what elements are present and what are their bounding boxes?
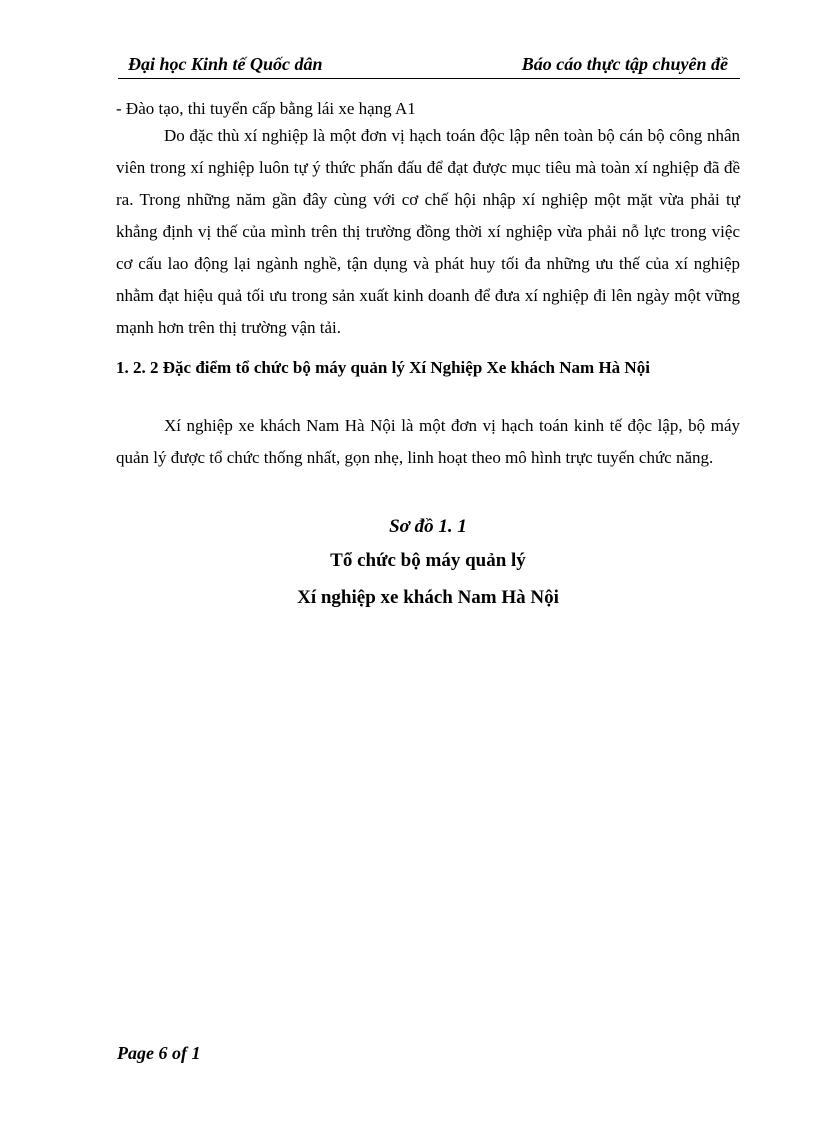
header-university: Đại học Kinh tế Quốc dân	[128, 54, 323, 74]
header-report-title: Báo cáo thực tập chuyên đề	[521, 54, 728, 74]
diagram-number: Sơ đồ 1. 1	[389, 516, 467, 537]
paragraph-management-structure: Xí nghiệp xe khách Nam Hà Nội là một đơn vị hạch toán kinh tế độc lập, bộ máy quản lý được tổ chức thống nhất, gọn nhẹ, linh hoạt theo mô hình trực tuyến chức năng.	[116, 416, 740, 467]
diagram-title-line1: Tổ chức bộ máy quản lý	[330, 550, 526, 571]
page-header	[118, 52, 740, 79]
diagram-title-line2: Xí nghiệp xe khách Nam Hà Nội	[297, 587, 559, 608]
page-footer: Page 6 of 1	[117, 1043, 201, 1063]
paragraph-enterprise-characteristics: Do đặc thù xí nghiệp là một đơn vị hạch toán độc lập nên toàn bộ cán bộ công nhân viên trong xí nghiệp luôn tự ý thức phấn đấu để đạt được mục tiêu mà toàn xí nghiệp đã đề ra. Trong những năm gần đây cùng với cơ chế hội nhập xí nghiệp một mặt vừa phải tự khẳng định vị thế của mình trên thị trường đồng thời xí nghiệp vừa phải nỗ lực trong việc cơ cấu lao động lại ngành nghề, tận dụng và phát huy tối đa những ưu thế của xí nghiệp nhằm đạt hiệu quả tối ưu trong sản xuất kinh doanh để đưa xí nghiệp đi lên ngày một vững mạnh hơn trên thị trường vận tải.	[116, 126, 740, 337]
section-heading: 1. 2. 2 Đặc điểm tổ chức bộ máy quản lý Xí Nghiệp Xe khách Nam Hà Nội	[116, 358, 650, 377]
bullet-training: - Đào tạo, thi tuyển cấp bằng lái xe hạng A1	[116, 99, 416, 118]
